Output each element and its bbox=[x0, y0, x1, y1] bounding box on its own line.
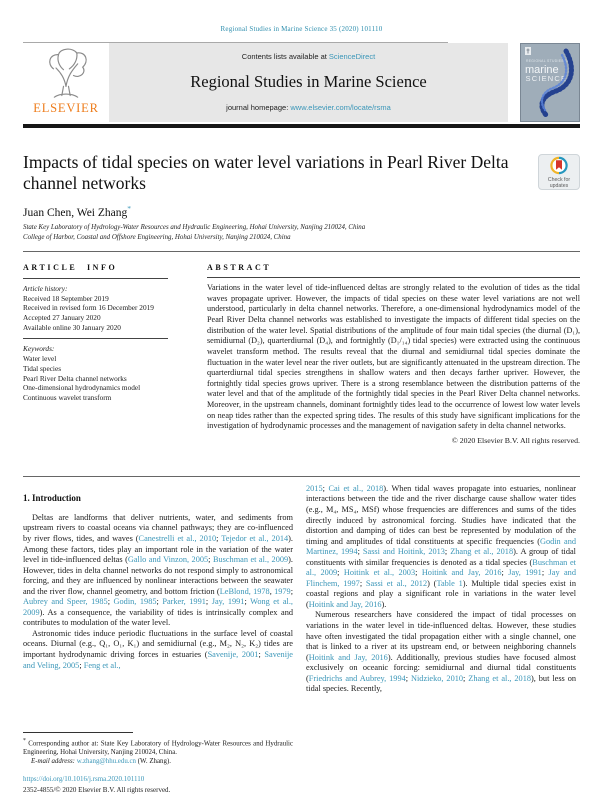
text-run: ; bbox=[444, 547, 451, 557]
keyword-4: One-dimensional hydrodynamics model bbox=[23, 383, 141, 393]
citation-link[interactable]: Sassi and Hoitink, 2013 bbox=[362, 547, 445, 557]
title-block bbox=[23, 152, 580, 195]
citation-link[interactable]: Gallo and Vinzon, 2005 bbox=[127, 555, 209, 565]
check-for-updates-badge[interactable] bbox=[538, 154, 580, 195]
citation-link[interactable]: Godin and Martinez, 1994 bbox=[306, 536, 576, 557]
footnote-marker: * bbox=[23, 737, 26, 744]
badge-text-line2: updates bbox=[549, 182, 569, 189]
text-run: ; bbox=[258, 650, 265, 660]
journal-homepage-line bbox=[226, 103, 391, 112]
badge-text-line1: Check for bbox=[547, 176, 571, 183]
text-run: ). Multiple tidal species exist in coastal regions and play a significant role in variations in the water level ( bbox=[306, 578, 576, 609]
citation-link[interactable]: Zhang et al., 2018 bbox=[468, 673, 532, 683]
email-suffix: (W. Zhang). bbox=[137, 757, 171, 765]
keyword-2: Tidal species bbox=[23, 363, 62, 373]
intro-paragraph-2 bbox=[23, 629, 293, 671]
contents-prefix: Contents lists available at bbox=[241, 52, 329, 61]
introduction-heading: 1. Introduction bbox=[23, 492, 81, 503]
citation-link[interactable]: Hoitink and Jay, 2016 bbox=[308, 599, 382, 609]
introduction-section bbox=[23, 484, 580, 766]
journal-cover-thumbnail bbox=[520, 43, 580, 122]
text-run: ). When tidal waves propagate into estuaries, nonlinear interactions between the tide and the river discharge cause shallow water tides (e.g., M₄, MS₄, MSf) whose frequencies are differences and sums of the tides directly induced by astronomical forcing. Studies have indicated that the distortion and damping of tides can best be represented by modulation of the timing and amplitudes of tidal constituents at specific frequencies ( bbox=[306, 483, 576, 546]
citation-link[interactable]: Friedrichs and Aubrey, 1994 bbox=[308, 673, 406, 683]
text-run: ; bbox=[541, 568, 549, 578]
citation-link[interactable]: Jay, 1991 bbox=[508, 568, 542, 578]
text-run: ; bbox=[337, 568, 344, 578]
journal-cover-image bbox=[520, 43, 580, 122]
elsevier-tree-icon bbox=[41, 46, 91, 100]
text-run: ; bbox=[290, 586, 294, 596]
abstract-bottom-rule bbox=[23, 476, 580, 477]
elsevier-logo bbox=[23, 43, 109, 122]
footnote-rule bbox=[23, 732, 133, 733]
citation-link[interactable]: Parker, 1991 bbox=[162, 597, 206, 607]
text-run: , bbox=[269, 586, 275, 596]
running-head-citation: Regional Studies in Marine Science 35 (2020) 101110 bbox=[220, 25, 383, 33]
text-run: ; bbox=[463, 673, 469, 683]
author-line bbox=[23, 204, 580, 219]
journal-masthead bbox=[23, 43, 580, 122]
text-run: Astronomic tides induce periodic fluctuations in the surface level of coastal oceans. Diurnal (e.g., Q₁, O₁, K₁) and semidiurnal (e.g., M₂, N₂, K₂) tides are important hydrodynamic driving forces in estuaries ( bbox=[23, 628, 293, 660]
sciencedirect-link[interactable]: ScienceDirect bbox=[328, 52, 376, 61]
cover-title-line1: marine bbox=[525, 64, 559, 76]
keyword-3: Pearl River Delta channel networks bbox=[23, 373, 127, 383]
affiliations bbox=[23, 223, 580, 242]
citation-link[interactable]: Cai et al., 2018 bbox=[328, 483, 384, 493]
intro-paragraph-1 bbox=[23, 513, 293, 629]
citation-link[interactable]: Buschman et al., 2009 bbox=[212, 555, 289, 565]
text-run: ). Among these factors, tides play an important role in the variation of the water level in tide-influenced deltas ( bbox=[23, 534, 293, 565]
info-abstract-section bbox=[23, 257, 580, 469]
affiliation-1: State Key Laboratory of Hydrology-Water Resources and Hydraulic Engineering, Hohai University, Nanjing 210024, China bbox=[23, 224, 366, 232]
citation-link[interactable]: Hoitink et al., 2003 bbox=[343, 568, 416, 578]
citation-link[interactable]: Buschman et al., 2009 bbox=[306, 557, 576, 578]
page-footer bbox=[23, 774, 170, 795]
history-accepted: Accepted 27 January 2020 bbox=[23, 313, 101, 323]
text-run: ; bbox=[405, 673, 411, 683]
citation-link[interactable]: Aubrey and Speer, 1985 bbox=[23, 597, 108, 607]
text-run: ; bbox=[156, 597, 163, 607]
citation-link[interactable]: LeBlond, 1978 bbox=[219, 586, 270, 596]
article-info-heading-rule bbox=[23, 278, 168, 279]
text-run: ; bbox=[208, 555, 213, 565]
citation-link[interactable]: Savenije, 2001 bbox=[207, 650, 259, 660]
cover-kicker-text: REGIONAL STUDIES IN bbox=[526, 59, 570, 63]
text-run: ). Additionally, previous studies have focused almost exclusively on oceanic forcing: semidiurnal and diurnal tidal constituents ( bbox=[306, 652, 576, 683]
abstract-heading: ABSTRACT bbox=[207, 262, 272, 272]
citation-link[interactable]: Savenije and Veling, 2005 bbox=[23, 650, 293, 670]
citation-link[interactable]: Godin, 1985 bbox=[113, 597, 157, 607]
cover-title-line2: SCIENCE bbox=[525, 74, 568, 83]
intro-paragraph-3 bbox=[306, 610, 576, 694]
footnote-body: Corresponding author at: State Key Laboratory of Hydrology-Water Resources and Hydraulic Engineering, Hohai University, Nanjing 210024, China. bbox=[23, 739, 293, 756]
text-run: ; bbox=[244, 597, 251, 607]
right-column bbox=[306, 484, 576, 766]
article-title: Impacts of tidal species on water level variations in Pearl River Delta channel networks bbox=[23, 151, 509, 193]
citation-link[interactable]: Canestrelli et al., 2010 bbox=[138, 534, 217, 544]
author-names: Juan Chen, Wei Zhang bbox=[23, 206, 128, 219]
keywords-label: Keywords: bbox=[23, 344, 55, 354]
copyright-line: © 2020 Elsevier B.V. All rights reserved. bbox=[451, 436, 580, 446]
footnote-email-line bbox=[23, 757, 293, 766]
citation-link[interactable]: Sassi et al., 2012 bbox=[365, 578, 428, 588]
elsevier-wordmark: ELSEVIER bbox=[33, 101, 99, 115]
text-run: ; bbox=[501, 568, 509, 578]
crossmark-icon bbox=[538, 154, 580, 190]
text-run: ). A group of tidal constituents with similar frequencies is denoted as a tidal species ( bbox=[306, 547, 576, 567]
text-run: ; bbox=[107, 597, 114, 607]
corresponding-author-mark[interactable]: * bbox=[127, 203, 132, 213]
text-run: ), but less on tidal species. Recently, bbox=[306, 673, 577, 694]
text-run: ; bbox=[79, 660, 84, 670]
journal-homepage-link[interactable]: www.elsevier.com/locate/rsma bbox=[290, 103, 391, 112]
article-history-rule bbox=[23, 338, 168, 339]
text-run: ; bbox=[357, 547, 363, 557]
citation-link[interactable]: Jay and Flinchem, 1997 bbox=[306, 568, 576, 588]
keyword-5: Continuous wavelet transform bbox=[23, 392, 112, 402]
abstract-heading-rule bbox=[207, 277, 580, 278]
intro-paragraph-1-continued bbox=[306, 484, 576, 611]
article-info-column bbox=[23, 257, 191, 469]
affiliation-separator-rule bbox=[23, 251, 580, 252]
text-run: ) ( bbox=[427, 578, 437, 588]
text-run: ; bbox=[359, 578, 366, 588]
masthead-black-rule bbox=[23, 124, 580, 128]
citation-link[interactable]: Feng et al., bbox=[83, 660, 121, 670]
abstract-text: Variations in the water level of tide-influenced deltas are strongly related to the evolution of tides as the tidal waves propagate upriver. However, the impacts of tidal species on these water level variations are not well understood, particularly in delta channel networks. Therefore, a one-dimensional hydrodynamics model of the Pearl River Delta channel networks was established to investigate the impacts of different tidal species on the distribution of the water level. Spatial distributions of the amplitude of four main tidal species (the diurnal (D₁), semidiurnal (D₂), quarterdiurnal (D₄), and fortnightly (D₁/₁₄) tidal species) were extracted using the continuous wavelet transform method. The results reveal that the diurnal and semidiurnal tidal species dominate the fluctuation in the water level near the river outlets, but are significantly attenuated in the upstream direction. The quarterdiurnal tidal species strengthens in shallow waters and then decays farther upriver. However, the fortnightly tidal species grows upriver. There is a strong resemblance between the distribution patterns of the water level and that of the amplitude of the fortnightly tidal species in the Pearl River Delta channel networks. Moreover, in the upstream channels, dominant fortnightly tides lead to the occurrence of lowest low water levels on neap tides rather than the expected spring tides. The results of this study have significant implications for the investigation of hydrodynamic processes and the management of navigation safety in delta channel networks. bbox=[207, 282, 580, 431]
text-run: Deltas are landforms that deliver nutrients, water, and sediments from upstream rivers to coastal oceans via channel pathways; they are co-influenced by river flows, tides, and waves ( bbox=[23, 512, 293, 544]
corresponding-author-footnote bbox=[23, 732, 293, 766]
text-run: ; bbox=[205, 597, 212, 607]
citation-link[interactable]: 1979 bbox=[274, 586, 291, 596]
citation-link[interactable]: Hoitink and Jay, 2016 bbox=[308, 652, 388, 662]
text-run: ; bbox=[322, 483, 329, 493]
email-label: E-mail address: bbox=[31, 757, 75, 765]
text-run: Numerous researchers have considered the impact of tidal processes on variations in the water level in tide-influenced deltas. However, these studies have often investigated the tidal propagation either with a single channel, one that is linked to a river at its upstream end, or between neighboring channels ( bbox=[306, 610, 576, 662]
contents-lists-line bbox=[242, 52, 375, 61]
citation-link[interactable]: Jay, 1991 bbox=[211, 597, 245, 607]
citation-link[interactable]: Hoitink and Jay, 2016 bbox=[421, 568, 502, 578]
history-online: Available online 30 January 2020 bbox=[23, 322, 121, 332]
citation-link[interactable]: Zhang et al., 2018 bbox=[450, 547, 514, 557]
text-run: ). However, tides in delta channel networks do not respond simply to astronomical forcing, and they are influenced by nonlinear interactions between the seawater and the river flow, channel geometry, and bottom friction ( bbox=[23, 555, 293, 596]
citation-link[interactable]: 2015 bbox=[306, 483, 323, 493]
homepage-prefix: journal homepage: bbox=[226, 103, 291, 112]
history-revised: Received in revised form 16 December 2019 bbox=[23, 303, 154, 313]
citation-link[interactable]: Tejedor et al., 2014 bbox=[221, 534, 289, 544]
keyword-1: Water level bbox=[23, 354, 57, 364]
text-run: ). As a consequence, the variability of tides is intrinsically complex and contributes to modulation of the water level. bbox=[23, 607, 293, 628]
left-column bbox=[23, 484, 293, 766]
article-history-label: Article history: bbox=[23, 283, 68, 293]
footnote-text bbox=[23, 737, 293, 757]
text-run: ; bbox=[415, 568, 422, 578]
abstract-column bbox=[207, 257, 580, 469]
affiliation-2: College of Harbor, Coastal and Offshore Engineering, Hohai University, Nanjing 210024, China bbox=[23, 233, 291, 241]
history-received: Received 18 September 2019 bbox=[23, 293, 109, 303]
citation-link[interactable]: Table 1 bbox=[436, 578, 463, 588]
text-run: ). bbox=[381, 599, 387, 609]
issn-copyright-line: 2352-4855/© 2020 Elsevier B.V. All rights reserved. bbox=[23, 785, 171, 794]
text-run: ; bbox=[216, 534, 222, 544]
journal-title: Regional Studies in Marine Science bbox=[190, 72, 427, 91]
citation-link[interactable]: Nidzieko, 2010 bbox=[411, 673, 464, 683]
email-link[interactable]: w.zhang@hhu.edu.cn bbox=[76, 757, 136, 765]
masthead-center-box bbox=[109, 43, 508, 122]
doi-link[interactable]: https://doi.org/10.1016/j.rsma.2020.101110 bbox=[23, 775, 145, 783]
article-info-heading: ARTICLE INFO bbox=[23, 262, 118, 272]
citation-link[interactable]: Wong et al., 2009 bbox=[23, 597, 293, 617]
